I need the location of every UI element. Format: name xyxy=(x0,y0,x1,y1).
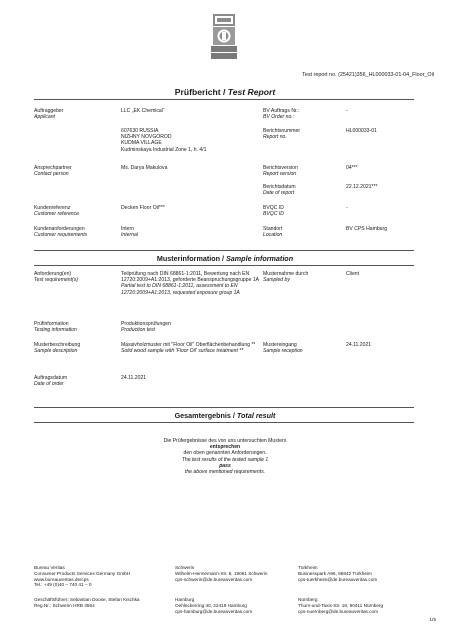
sampled-by-value: Client xyxy=(346,271,360,277)
footer-line: Consumer Products Services Germany GmbH xyxy=(34,570,131,576)
label-de: Prüfinformation xyxy=(34,321,69,327)
label-customer-ref xyxy=(34,205,116,217)
section-rule xyxy=(34,407,414,408)
label-de: Kundenreferenz xyxy=(34,205,71,211)
label-en: Applicant xyxy=(34,114,55,121)
bureau-veritas-logo xyxy=(210,13,238,62)
label-bvqc-id xyxy=(263,205,343,217)
label-en: Customer reference xyxy=(34,211,80,218)
footer-schwerin xyxy=(175,565,295,582)
label-de: BVQC ID xyxy=(263,205,284,211)
testing-info-value xyxy=(121,321,261,333)
footer-line: Reg.Nr.: Schwerin HRB 3564 xyxy=(34,602,95,608)
label-bv-order xyxy=(263,108,343,120)
result-line: den oben genannten Anforderungen. xyxy=(183,450,267,457)
applicant-address xyxy=(121,128,261,153)
result-verdict-de: entsprechen xyxy=(209,444,241,451)
footer-line: Schwerin xyxy=(175,565,195,570)
value-de: Intern xyxy=(121,226,135,232)
label-en: Date of report xyxy=(263,190,295,197)
section-rule xyxy=(34,422,414,423)
footer-line: Oehleckerring 40, 22419 Hamburg xyxy=(175,602,247,608)
result-line: the above mentioned requirements. xyxy=(184,469,266,476)
address-line: 607630 RUSSIA xyxy=(121,128,159,134)
value-de: Produktionsprüfungen xyxy=(121,321,171,327)
label-de: Standort xyxy=(263,226,283,232)
value-en: Internal xyxy=(121,232,138,239)
bvqc-id-value: - xyxy=(346,205,348,211)
label-en: Contact person xyxy=(34,171,69,178)
label-en: Location xyxy=(263,232,283,239)
label-en: Date of order xyxy=(34,381,64,388)
label-location xyxy=(263,226,343,238)
report-no-value: HL000033-01 xyxy=(346,128,377,134)
page-number: 1/5 xyxy=(429,618,436,623)
footer-line: Tel.: +49 (0)40 – 740 41 – 0 xyxy=(34,582,92,588)
footer-line: cps-tuerkheim@de.bureauveritas.com xyxy=(298,576,378,582)
applicant-name: LLC „EK Chemical“ xyxy=(121,108,165,114)
result-line: Die Prüfergebnisse des von uns untersuchten Musters xyxy=(163,438,287,444)
label-report-no xyxy=(263,128,343,140)
sample-reception-value: 24.11.2021 xyxy=(346,342,372,348)
label-en: Report version xyxy=(263,171,297,178)
result-verdict-en: pass xyxy=(219,462,231,469)
label-applicant xyxy=(34,108,116,120)
label-de: Musternahme durch xyxy=(263,271,309,277)
date-of-order-value: 24.11.2021 xyxy=(121,375,147,381)
label-sample-description xyxy=(34,342,116,354)
report-date-value: 22.12.2021*** xyxy=(346,184,378,190)
label-en: Sample reception xyxy=(263,348,303,355)
label-de: Berichtsdatum xyxy=(263,184,296,190)
footer-line: Türkheim xyxy=(298,565,318,570)
total-result-text xyxy=(100,438,350,475)
footer-line: Hamburg xyxy=(175,597,195,602)
footer-hamburg xyxy=(175,597,295,614)
bureau-veritas-seal-icon xyxy=(210,13,238,62)
label-de: Auftragsdatum xyxy=(34,375,68,381)
sample-info-title xyxy=(0,254,450,263)
label-de: Ansprechpartner xyxy=(34,165,72,171)
section-rule xyxy=(34,265,414,266)
footer-line: www.bureauveritas.de/cps xyxy=(34,576,89,582)
bv-order-value: - xyxy=(346,108,348,114)
title-de: Gesamtergebnis / xyxy=(174,411,237,420)
customer-ref-value: Decken Floor Oil*** xyxy=(121,205,165,211)
title-en: Test Report xyxy=(227,87,276,97)
value-en: Solid wood sample with 'Floor Oil' surface treatment ** xyxy=(121,348,244,355)
label-contact xyxy=(34,165,116,177)
label-de: Auftraggeber xyxy=(34,108,64,114)
label-de: Berichtsversion xyxy=(263,165,298,171)
label-en: BV Order no.: xyxy=(263,114,295,121)
label-de: Anforderung(en) xyxy=(34,271,72,277)
value-en: Partial test to DIN 68861-1:2011, assessment to EN 12720:2009+A1:2013, requested exposure group 1A xyxy=(121,283,240,296)
label-testing-info xyxy=(34,321,116,333)
label-en: Sampled by xyxy=(263,277,290,284)
value-de: Teilprüfung nach DIN 68861-1:2011, Bewertung nach EN 12720:2009+A1:2013, geforderte Beanspruchungsgruppe 1A xyxy=(121,271,260,284)
label-sampled-by xyxy=(263,271,343,283)
title-de: Prüfbericht / xyxy=(174,87,228,97)
label-report-version xyxy=(263,165,343,177)
footer-line: Bureau Veritas xyxy=(34,565,65,570)
footer-line: cps-hamburg@de.bureauveritas.com xyxy=(175,608,253,614)
title-rule xyxy=(34,99,414,100)
label-en: Report no. xyxy=(263,134,287,141)
footer-line: Geschäftsführer: Sebastian Doose, Stefan Kischka xyxy=(34,597,140,602)
report-number: Test report no. (25421)356_HL000033-01-04_Floor_Oil xyxy=(302,72,434,78)
address-line: Kudminskaya Industrial Zone 1, h. 4/1 xyxy=(121,146,207,153)
total-result-title xyxy=(0,411,450,420)
label-de: Berichtsnummer xyxy=(263,128,301,134)
label-sample-reception xyxy=(263,342,343,354)
label-test-requirements xyxy=(34,271,116,283)
location-value: BV CPS Hamburg xyxy=(346,226,388,232)
label-de: BV Auftrags Nr.: xyxy=(263,108,300,114)
label-en: Sample description xyxy=(34,348,78,355)
footer-line: Thurn-und-Taxis-Str. 18, 90411 Nürnberg xyxy=(298,602,384,608)
footer-line: cps-nuernberg@de.bureauveritas.com xyxy=(298,608,379,614)
report-version-value: 04*** xyxy=(346,165,358,171)
label-de: Kundenanforderungen xyxy=(34,226,85,232)
customer-requirements-value xyxy=(121,226,261,238)
section-rule xyxy=(34,250,414,251)
test-requirements-value xyxy=(121,271,261,296)
title-en: Sample information xyxy=(226,254,294,263)
title-de: Musterinformation / xyxy=(156,254,226,263)
footer-line: Wilhelm-Hennemann-Str. 8, 19061 Schwerin xyxy=(175,570,268,576)
footer-line: Nürnberg xyxy=(298,597,318,602)
label-en: Customer requirements xyxy=(34,232,88,239)
footer-line: Businesspark A96, 86842 Türkheim xyxy=(298,570,372,576)
address-line: KUDMA VILLAGE xyxy=(121,140,162,147)
label-en: Test requirement(s) xyxy=(34,277,78,284)
footer-nuernberg xyxy=(298,597,418,614)
footer-tuerkheim xyxy=(298,565,418,582)
label-de: Musterbeschreibung xyxy=(34,342,81,348)
label-en: Testing information xyxy=(34,327,77,334)
footer-management xyxy=(34,597,174,609)
footer-line: cps-schwerin@de.bureauveritas.com xyxy=(175,576,253,582)
value-de: Massivholzmuster mit "Floor Oil" Oberflächenbehandlung ** xyxy=(121,342,256,348)
title-en: Total result xyxy=(236,411,276,420)
address-line: NIZHNY NOVGOROD xyxy=(121,134,172,141)
result-line: The test results of the tested sample 1 xyxy=(181,456,269,463)
contact-value: Ms. Darya Makulova xyxy=(121,165,168,171)
label-report-date xyxy=(263,184,343,196)
sample-description-value xyxy=(121,342,261,354)
label-de: Mustereingang xyxy=(263,342,297,348)
value-en: Production test xyxy=(121,327,155,334)
label-date-of-order xyxy=(34,375,116,387)
footer-company xyxy=(34,565,174,588)
page-title xyxy=(0,87,450,97)
label-customer-requirements xyxy=(34,226,116,238)
label-en: BVQC ID xyxy=(263,211,284,218)
